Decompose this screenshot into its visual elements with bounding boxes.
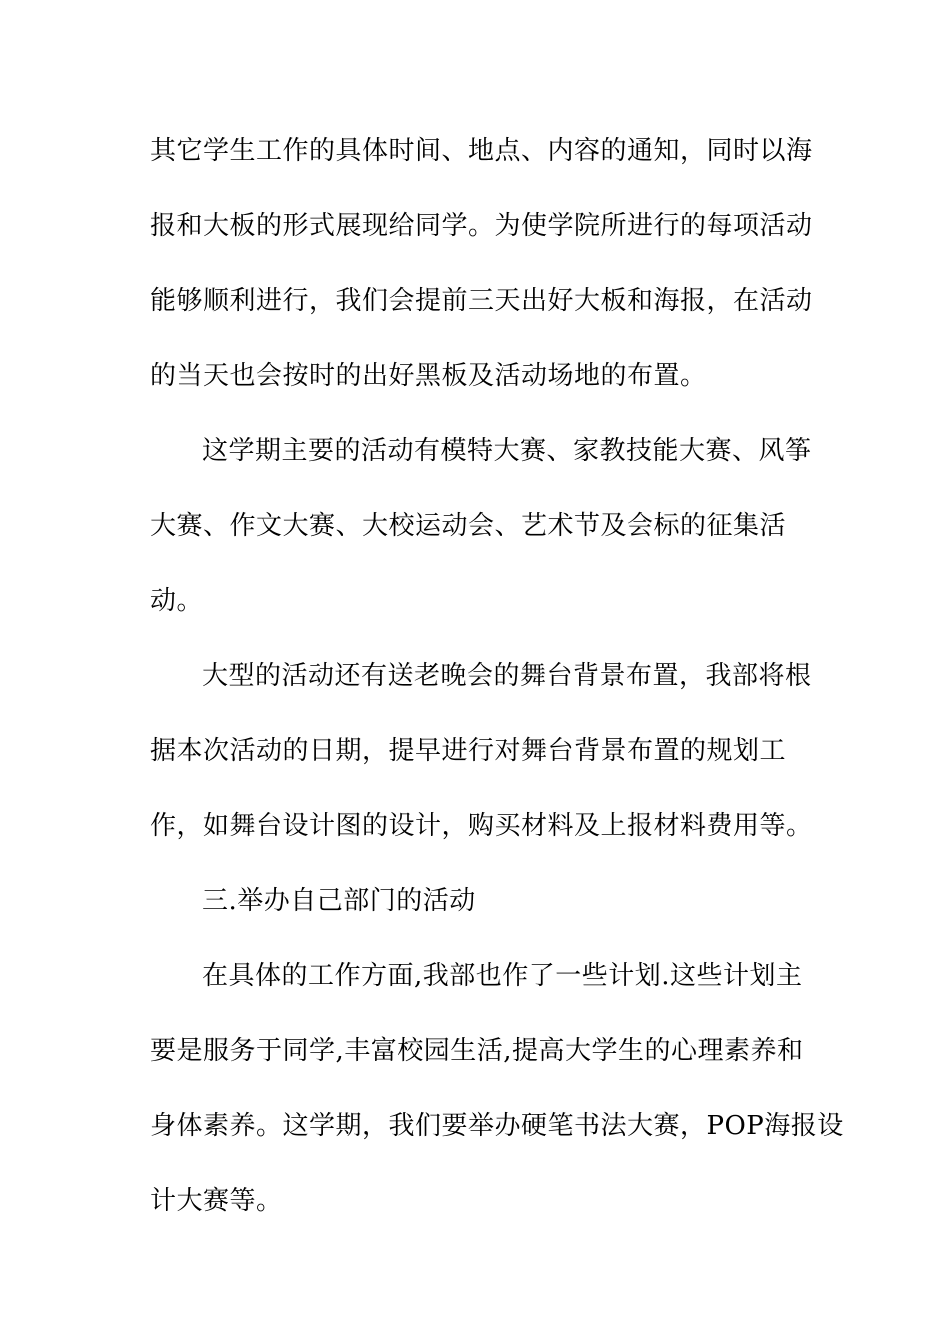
text-line: 动。 xyxy=(150,586,204,616)
text-line: 的当天也会按时的出好黑板及活动场地的布置。 xyxy=(150,361,707,391)
text-line: 其它学生工作的具体时间、地点、内容的通知，同时以海 xyxy=(150,136,813,166)
text-line: 能够顺利进行，我们会提前三天出好大板和海报，在活动 xyxy=(150,286,813,316)
text-line: 报和大板的形式展现给同学。为使学院所进行的每项活动 xyxy=(150,211,813,241)
text-line: 大赛、作文大赛、大校运动会、艺术节及会标的征集活 xyxy=(150,511,787,541)
paragraph-first-line: 这学期主要的活动有模特大赛、家教技能大赛、风筝 xyxy=(202,436,812,466)
text-line: 计大赛等。 xyxy=(150,1186,283,1216)
paragraph-first-line: 在具体的工作方面,我部也作了一些计划.这些计划主 xyxy=(202,961,803,991)
paragraph-first-line: 大型的活动还有送老晚会的舞台背景布置，我部将根 xyxy=(202,661,812,691)
text-line: 要是服务于同学,丰富校园生活,提高大学生的心理素养和 xyxy=(150,1036,804,1066)
text-line: 据本次活动的日期，提早进行对舞台背景布置的规划工 xyxy=(150,736,787,766)
text-line: 身体素养。这学期，我们要举办硬笔书法大赛，POP海报设 xyxy=(150,1111,844,1141)
text-line: 作，如舞台设计图的设计，购买材料及上报材料费用等。 xyxy=(150,811,813,841)
section-heading: 三.举办自己部门的活动 xyxy=(202,886,476,916)
